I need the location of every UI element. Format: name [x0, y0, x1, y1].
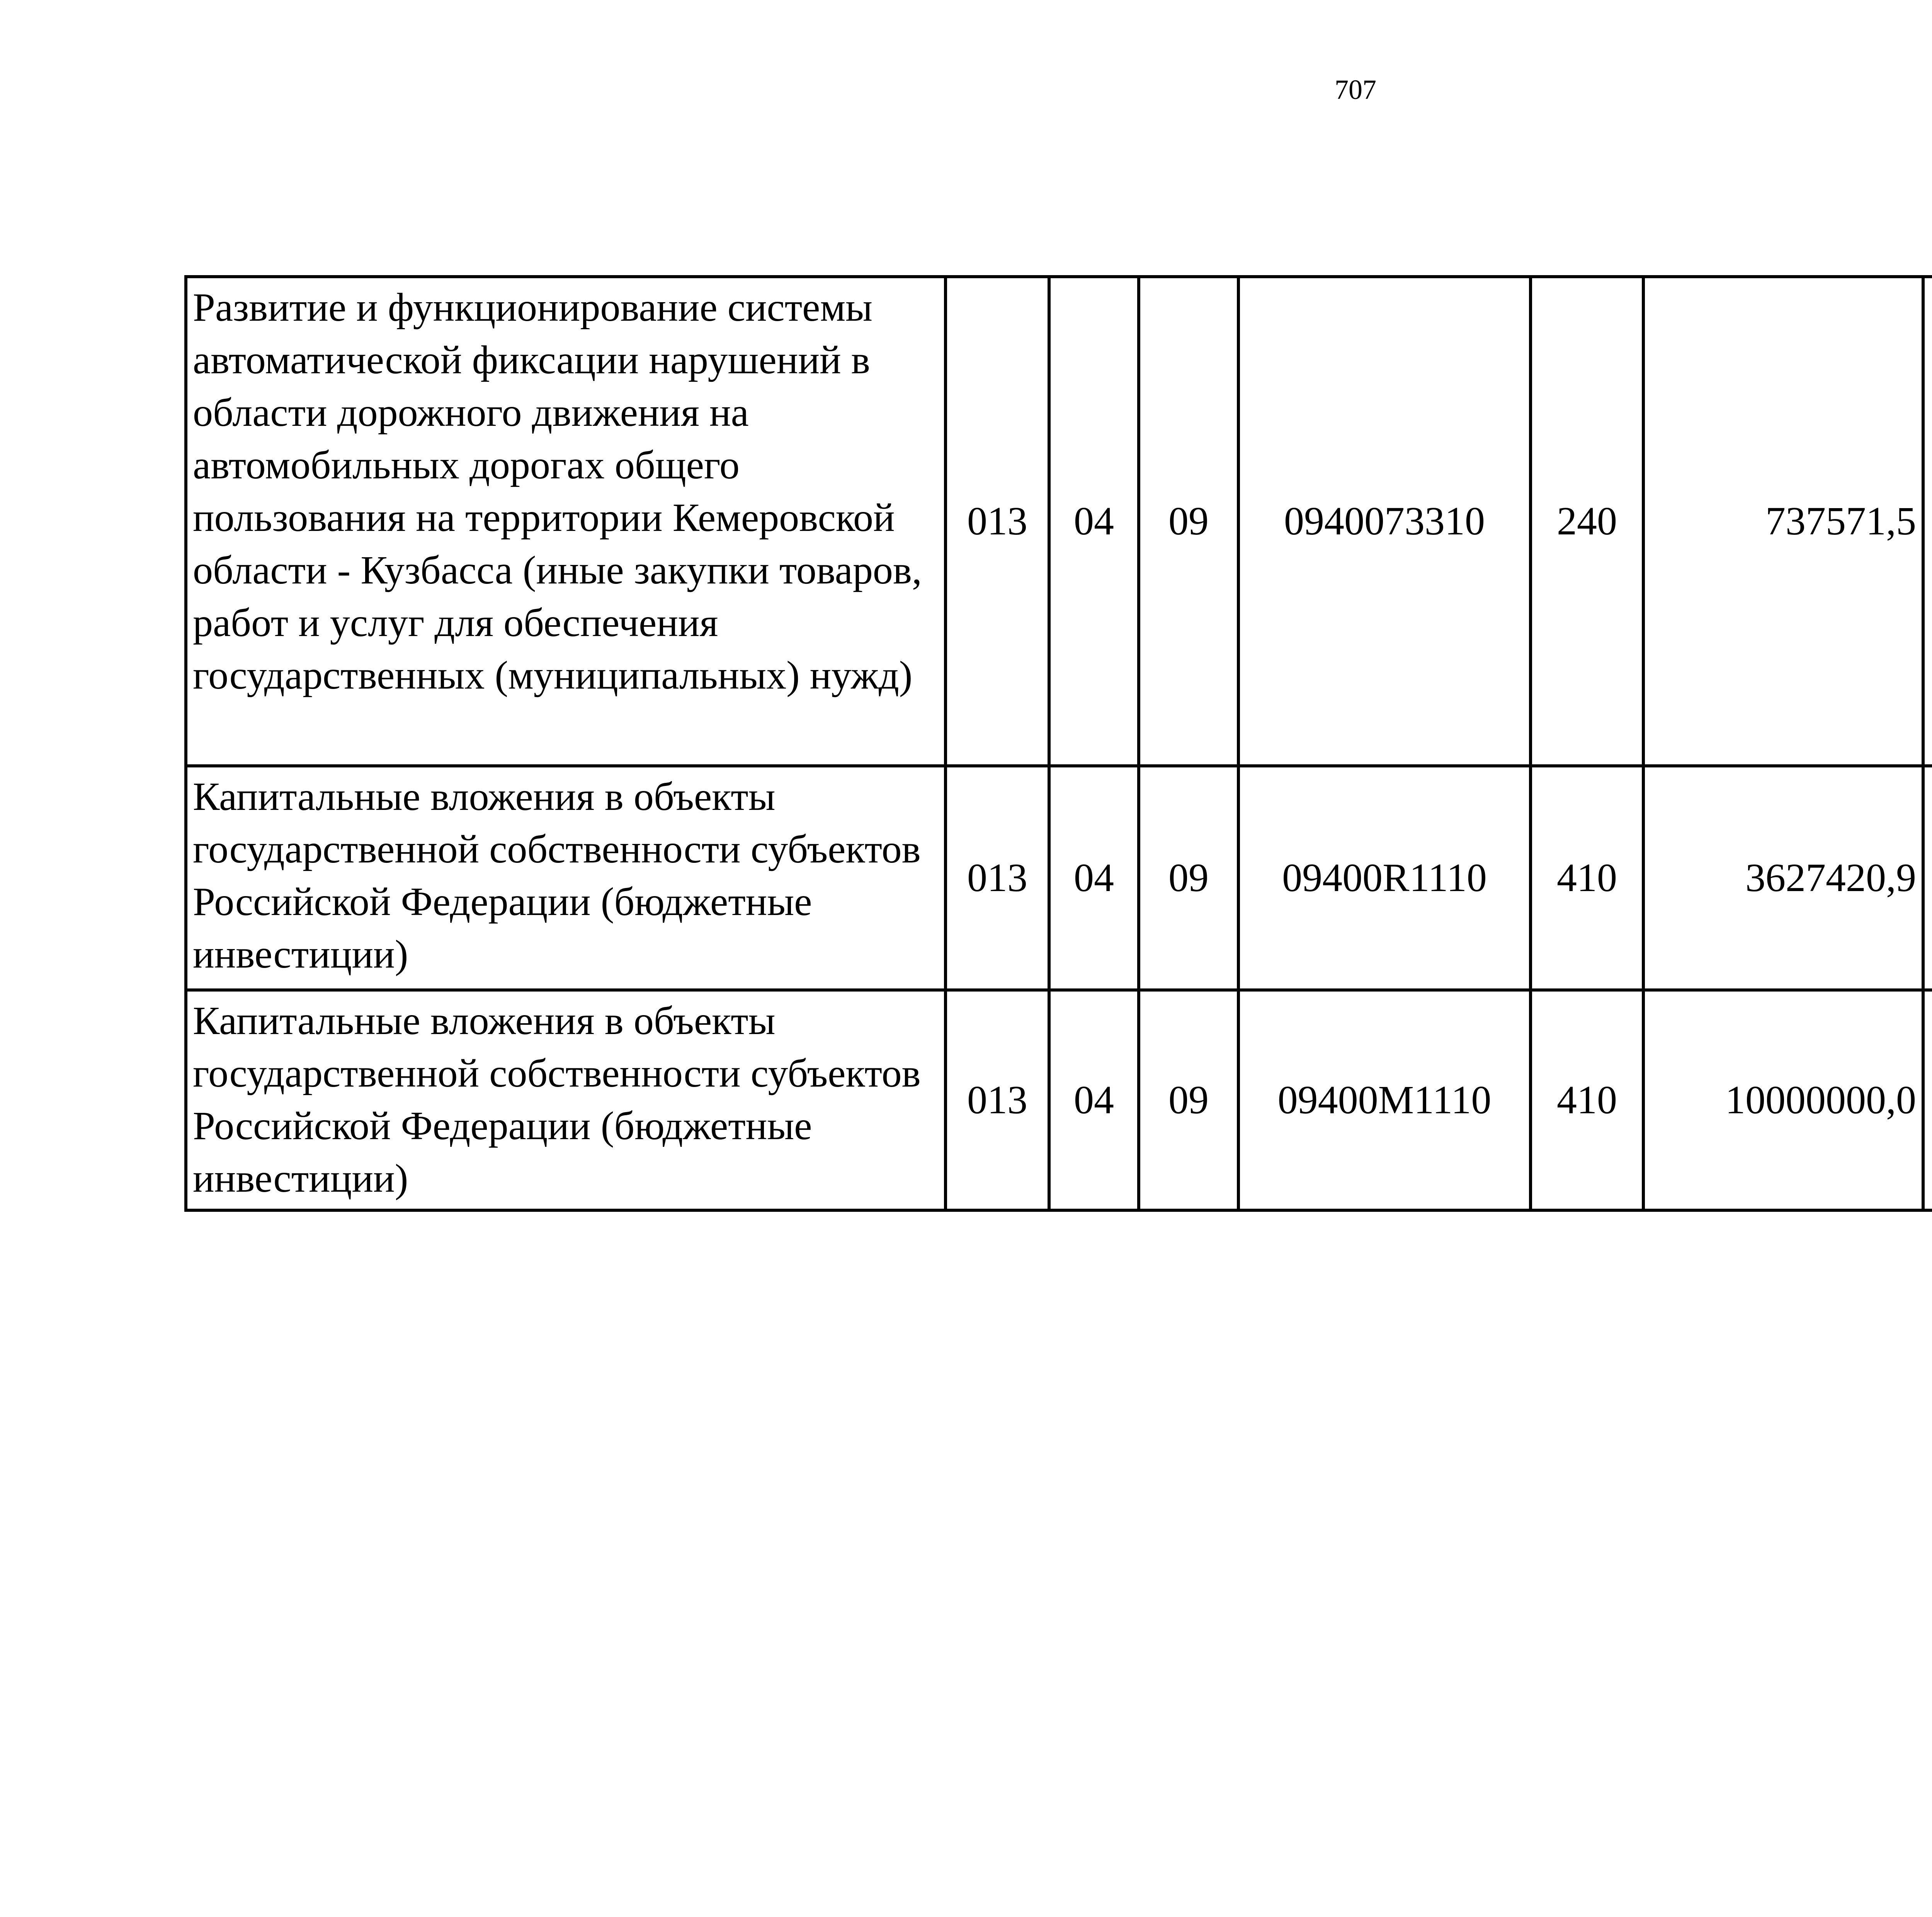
subsection-code-cell: 09 [1139, 990, 1238, 1210]
section-code-cell: 04 [1049, 990, 1139, 1210]
table-row [186, 990, 1932, 1210]
table-row [186, 766, 1932, 990]
section-code-cell: 04 [1049, 277, 1139, 766]
expense-type-cell: 410 [1531, 766, 1643, 990]
description-cell: Капитальные вложения в объекты государственной собственности субъектов Российской Федерации (бюджетные инвестиции) [186, 990, 946, 1210]
section-code-cell: 04 [1049, 766, 1139, 990]
amount-2-cell [1923, 990, 1932, 1210]
description-cell: Развитие и функционирование системы автоматической фиксации нарушений в области дорожного движения на автомобильных дорогах общего пользования на территории Кемеровской области - Кузбасса (иные закупки товаров, работ и услуг для обеспечения государственных (муниципальных) нужд) [186, 277, 946, 766]
expense-type-cell: 410 [1531, 990, 1643, 1210]
ministry-code-cell: 013 [946, 990, 1049, 1210]
subsection-code-cell: 09 [1139, 277, 1238, 766]
target-article-cell: 09400M1110 [1238, 990, 1531, 1210]
amount-2-cell [1923, 277, 1932, 766]
target-article-cell: 0940073310 [1238, 277, 1531, 766]
expense-type-cell: 240 [1531, 277, 1643, 766]
ministry-code-cell: 013 [946, 766, 1049, 990]
target-article-cell: 09400R1110 [1238, 766, 1531, 990]
amount-2-cell [1923, 766, 1932, 990]
ministry-code-cell: 013 [946, 277, 1049, 766]
budget-table [184, 275, 1932, 1212]
amount-1-cell: 737571,5 [1643, 277, 1923, 766]
page-number: 707 [1335, 74, 1376, 105]
amount-1-cell: 10000000,0 [1643, 990, 1923, 1210]
table-row [186, 277, 1932, 766]
amount-1-cell: 3627420,9 [1643, 766, 1923, 990]
description-cell: Капитальные вложения в объекты государственной собственности субъектов Российской Федерации (бюджетные инвестиции) [186, 766, 946, 990]
subsection-code-cell: 09 [1139, 766, 1238, 990]
